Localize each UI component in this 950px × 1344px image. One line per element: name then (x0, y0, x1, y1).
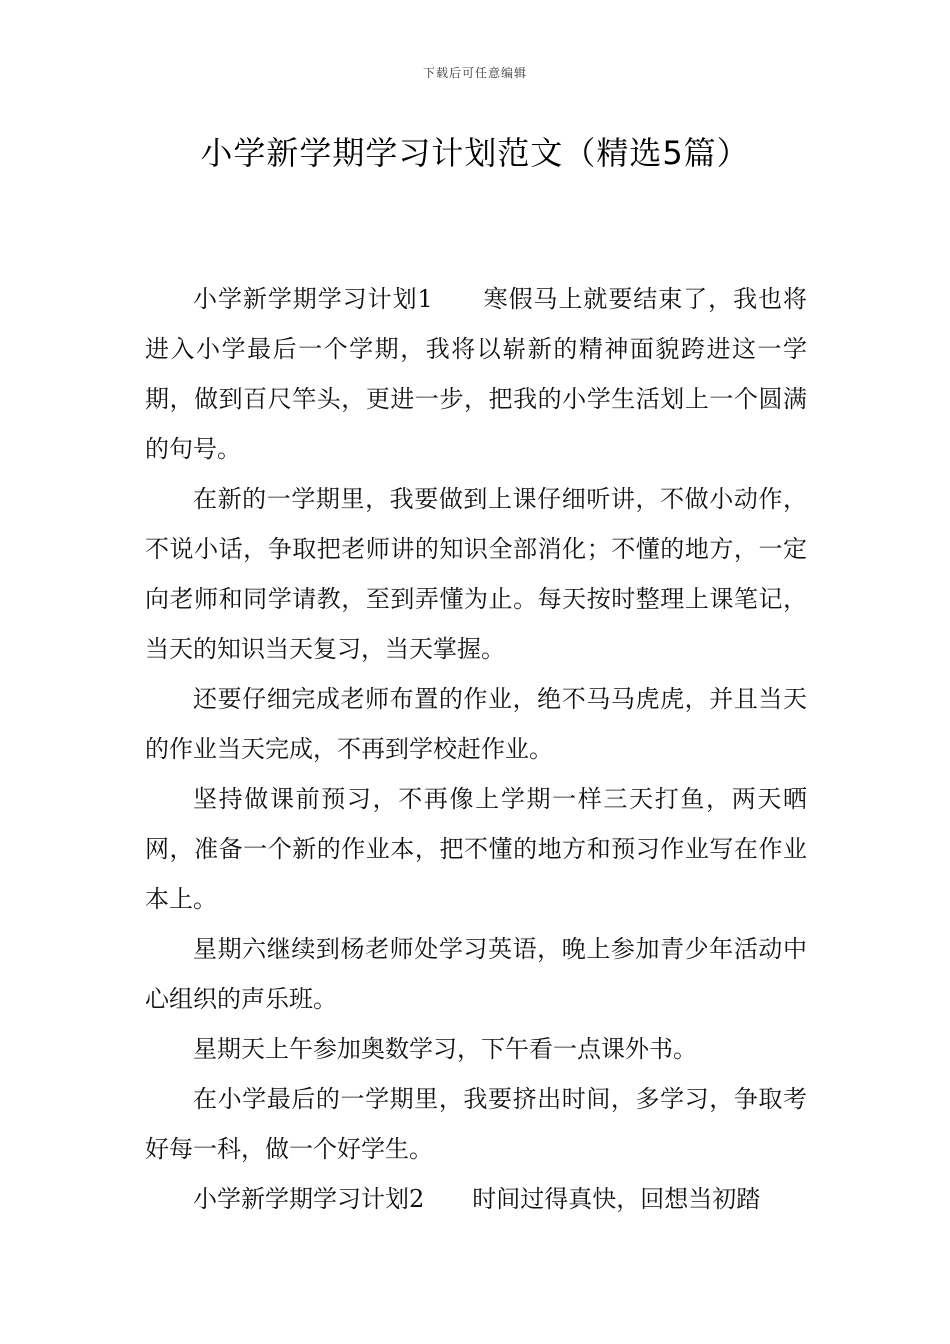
paragraph: 在新的一学期里，我要做到上课仔细听讲，不做小动作，不说小话，争取把老师讲的知识全部消化；不懂的地方，一定向老师和同学请教，至到弄懂为止。每天按时整理上课笔记，当天的知识当天复习，当天掌握。 (145, 485, 807, 663)
paragraph: 小学新学期学习计划1 寒假马上就要结束了，我也将进入小学最后一个学期，我将以崭新的精神面貌跨进这一学期，做到百尺竿头，更进一步，把我的小学生活划上一个圆满的句号。 (145, 285, 807, 463)
paragraph: 坚持做课前预习，不再像上学期一样三天打鱼，两天晒网，准备一个新的作业本，把不懂的地方和预习作业写在作业本上。 (145, 785, 807, 913)
paragraph: 还要仔细完成老师布置的作业，绝不马马虎虎，并且当天的作业当天完成，不再到学校赶作业。 (145, 685, 807, 763)
paragraph: 星期六继续到杨老师处学习英语，晚上参加青少年活动中心组织的声乐班。 (145, 935, 807, 1013)
document-title: 小学新学期学习计划范文（精选5篇） (200, 134, 750, 172)
paragraph: 在小学最后的一学期里，我要挤出时间，多学习，争取考好每一科，做一个好学生。 (145, 1085, 807, 1163)
paragraph: 小学新学期学习计划2 时间过得真快，回想当初踏 (193, 1185, 761, 1213)
header-note: 下载后可任意编辑 (422, 66, 527, 80)
paragraph: 星期天上午参加奥数学习，下午看一点课外书。 (193, 1035, 697, 1063)
document-body (145, 274, 807, 1224)
